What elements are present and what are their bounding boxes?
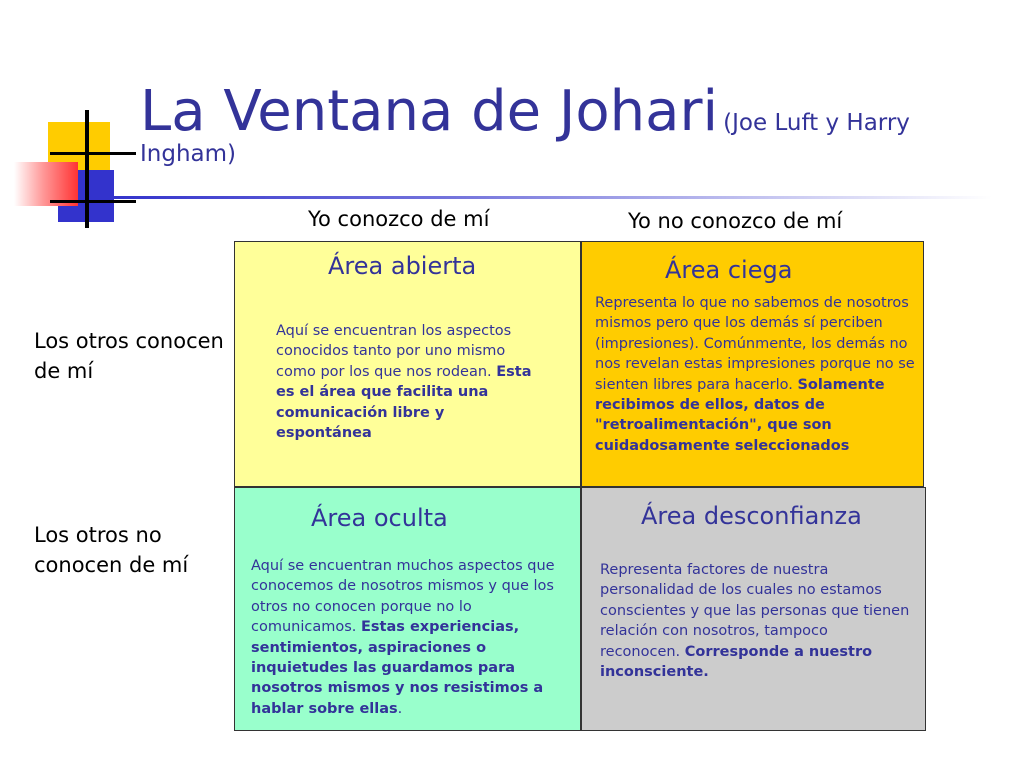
quadrant-title: Área ciega	[665, 256, 793, 284]
quadrant-hidden-area	[234, 487, 581, 731]
description-text: Representa factores de nuestra personalidad de los cuales no estamos conscientes y que las personas que tienen relación con nosotros, tampoco reconocen.	[600, 562, 910, 660]
quadrant-description	[595, 293, 915, 456]
quadrant-title: Área oculta	[311, 504, 448, 532]
quadrant-description	[276, 321, 541, 443]
decor-horizontal-line	[50, 200, 136, 203]
quadrant-blind-area	[581, 241, 924, 487]
title-underline-rule	[112, 196, 992, 199]
description-text: Aquí se encuentran los aspectos conocidos tanto por uno mismo como por los que nos rodean.	[276, 323, 512, 380]
row-header-known-to-others: Los otros conocen de mí	[34, 329, 224, 383]
title-main: La Ventana de Johari	[140, 79, 719, 144]
description-tail: .	[397, 700, 403, 717]
quadrant-description	[600, 560, 910, 682]
quadrant-open-area	[234, 241, 581, 487]
description-bold-text: Solamente recibimos de ellos, datos de "retroalimentación", que son cuidadosamente seleccionados	[595, 376, 885, 454]
column-header-known-to-self: Yo conozco de mí	[308, 207, 490, 231]
title-subtitle: (Joe Luft y Harry Ingham)	[140, 110, 910, 168]
description-bold-text: Estas experiencias, sentimientos, aspiraciones o inquietudes las guardamos para nosotros mismos y nos resistimos a hablar sobre ellas	[251, 619, 544, 717]
description-bold-text: Corresponde a nuestro inconsciente.	[600, 643, 873, 681]
quadrant-title: Área desconfianza	[641, 502, 862, 530]
quadrant-description	[251, 556, 571, 719]
slide-title	[140, 79, 1000, 168]
quadrant-unknown-area	[581, 487, 926, 731]
column-header-unknown-to-self: Yo no conozco de mí	[628, 209, 843, 233]
description-bold-text: Esta es el área que facilita una comunicación libre y espontánea	[276, 363, 532, 442]
description-text: Representa lo que no sabemos de nosotros mismos pero que los demás sí perciben (impresiones). Comúnmente, los demás no nos revelan estas impresiones porque no se sienten libres para hacerlo.	[595, 295, 915, 393]
decor-vertical-line	[85, 110, 89, 228]
description-text: Aquí se encuentran muchos aspectos que conocemos de nosotros mismos y que los otros no conocen porque no lo comunicamos.	[251, 558, 555, 636]
quadrant-title: Área abierta	[328, 252, 477, 280]
decor-horizontal-line	[50, 152, 136, 155]
row-header-unknown-to-others: Los otros no conocen de mí	[34, 523, 189, 577]
